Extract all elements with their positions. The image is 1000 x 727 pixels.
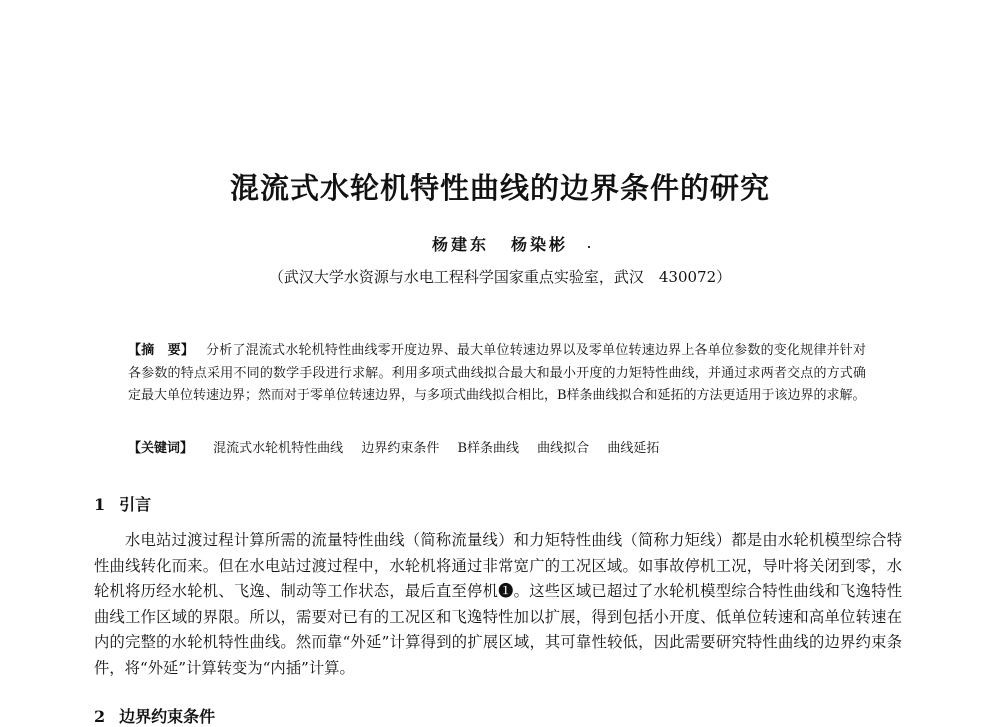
abstract-label: 【摘 要】 — [128, 343, 195, 358]
affiliation: （武汉大学水资源与水电工程科学国家重点实验室，武汉 430072） — [268, 268, 732, 286]
body-paragraph: 水电站过渡过程计算所需的流量特性曲线（简称流量线）和力矩特性曲线（简称力矩线）都是由水轮机模型综合特性曲线转化而来。但在水电站过渡过程中，水轮机将通过非常宽广的工况区域。如事故停机工况，导叶将关闭到零，水轮机将历经水轮机、飞逸、制动等工作状态，最后直至停机❶。这些区域已超过了水轮机模型综合特性曲线和飞逸特性曲线工作区域的界限。所以，需要对已有的工况区和飞逸特性加以扩展，得到包括小开度、低单位转速和高单位转速在内的完整的水轮机特性曲线。然而靠“外延”计算得到的扩展区域，其可靠性较低，因此需要研究特性曲线的边界约束条件，将“外延”计算转变为“内插”计算。 — [94, 531, 902, 677]
section-title: 边界约束条件 — [119, 707, 216, 726]
keyword: 曲线拟合 — [537, 441, 590, 456]
section-heading — [94, 492, 151, 515]
abstract-text: 分析了混流式水轮机特性曲线零开度边界、最大单位转速边界以及零单位转速边界上各单位参数的变化规律并针对各参数的特点采用不同的数学手段进行求解。利用多项式曲线拟合最大和最小开度的力矩特性曲线，并通过求两者交点的方式确定最大单位转速边界；然而对于零单位转速边界，与多项式曲线拟合相比，B样条曲线拟合和延拓的方法更适用于该边界的求解。 — [128, 343, 866, 403]
section-heading — [94, 704, 215, 727]
section-number: 1 — [94, 495, 106, 514]
keywords-label: 【关键词】 — [128, 441, 194, 456]
paper-title: 混流式水轮机特性曲线的边界条件的研究 — [229, 171, 770, 205]
author-list — [0, 232, 1000, 255]
keyword: 混流式水轮机特性曲线 — [213, 441, 344, 456]
keywords — [128, 438, 866, 460]
keyword: 边界约束条件 — [361, 441, 440, 456]
stray-mark — [588, 246, 590, 248]
section-number: 2 — [94, 707, 106, 726]
keyword: B样条曲线 — [457, 441, 520, 456]
keyword: 曲线延拓 — [607, 441, 660, 456]
author-name: 杨建东 — [431, 235, 489, 254]
abstract — [128, 340, 866, 408]
author-name: 杨染彬 — [511, 235, 569, 254]
section-title: 引言 — [119, 495, 152, 514]
